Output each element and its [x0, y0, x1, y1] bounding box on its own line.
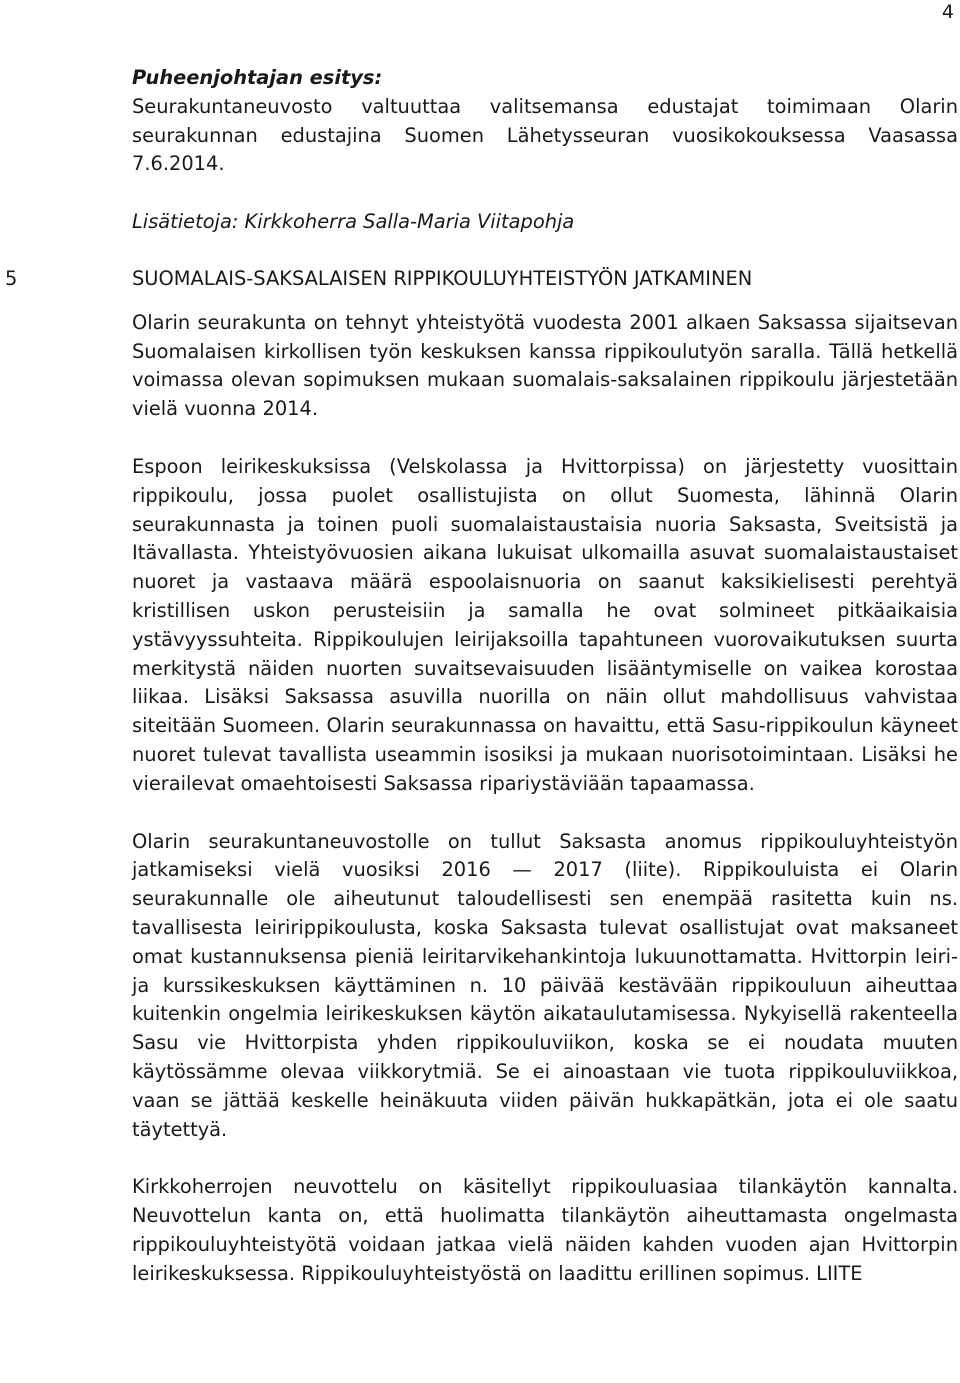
- document-body: [5, 64, 958, 1288]
- proposal-heading: Puheenjohtajan esitys:: [132, 66, 383, 89]
- paragraph-1: Olarin seurakunta on tehnyt yhteistyötä vuodesta 2001 alkaen Saksassa sijaitsevan Suomalaisen kirkollisen työn keskuksen kanssa rippikoulutyön saralla. Tällä hetkellä voimassa olevan sopimuksen mukaan suomalais-saksalainen rippikoulu järjestetään vielä vuonna 2014.: [132, 310, 958, 421]
- section-5: [5, 265, 958, 1289]
- paragraph-2: Espoon leirikeskuksissa (Velskolassa ja Hvittorpissa) on järjestetty vuosittain rippikoulu, jossa puolet osallistujista on ollut Suomesta, lähinnä Olarin seurakunnasta ja toinen puoli suomalaistaustaisia nuoria Saksasta, Sveitsistä ja Itävallasta. Yhteistyövuosien aikana lukuisat ulkomailla asuvat suomalaistaustaiset nuoret ja vastaava määrä espoolaisnuoria on saanut kaksikielisesti perehtyä kristillisen uskon perusteisiin ja samalla he ovat solmineet pitkäaikaisia ystävyyssuhteita. Rippikoulujen leirijaksoilla tapahtuneen vuorovaikutuksen suurta merkitystä näiden nuorten suvaitsevaisuuden lisääntymiselle on vaikea korostaa liikaa. Lisäksi Saksassa asuvilla nuorilla on näin ollut mahdollisuus vahvistaa siteitään Suomeen. Olarin seurakunnassa on havaittu, että Sasu-rippikoulun käyneet nuoret tulevat tavallista useammin isosiksi ja mukaan nuorisotoimintaan. Lisäksi he vierailevat omaehtoisesti Saksassa ripariystäviään tapaamassa.: [132, 454, 958, 795]
- section-number: 5: [5, 266, 18, 290]
- info-line: Lisätietoja: Kirkkoherra Salla-Maria Viitapohja: [132, 210, 575, 234]
- paragraph-4: Kirkkoherrojen neuvottelu on käsitellyt rippikouluasiaa tilankäytön kannalta. Neuvottelun kanta on, että huolimatta tilankäytön aiheuttamasta ongelmasta rippikouluyhteistyötä voidaan jatkaa vielä näiden kahden vuoden ajan Hvittorpin leirikeskuksessa. Rippikouluyhteistyöstä on laadittu erillinen sopimus. LIITE: [132, 1175, 958, 1285]
- page-number: 4: [941, 1, 954, 23]
- paragraph-3: Olarin seurakuntaneuvostolle on tullut Saksasta anomus rippikouluyhteistyön jatkamiseksi vielä vuosiksi 2016 — 2017 (liite). Rippikouluista ei Olarin seurakunnalle ole aiheutunut taloudellisesti sen enempää rasitetta kuin ns. tavallisesta leiririppikoulusta, koska Saksasta tulevat osallistujat ovat maksaneet omat kustannuksensa pieniä leiritarvikehankintoja lukuunottamatta. Hvittorpin leiri- ja kurssikeskuksen käyttäminen n. 10 päivää kestävään rippikouluun aiheuttaa kuitenkin ongelmia leirikeskuksen käytön aikataulutamisessa. Nykyisellä rakenteella Sasu vie Hvittorpista yhden rippikouluviikon, koska se ei noudata muuten käytössämme olevaa viikkorytmiä. Se ei ainoastaan vie tuota rippikouluviikkoa, vaan se jättää keskelle heinäkuuta viiden päivän hukkapätkän, jota ei ole saatu täytettyä.: [132, 829, 958, 1141]
- section-title: SUOMALAIS-SAKSALAISEN RIPPIKOULUYHTEISTYÖN JATKAMINEN: [132, 266, 753, 290]
- proposal-text: Seurakuntaneuvosto valtuuttaa valitsemansa edustajat toimimaan Olarin seurakunnan edustajina Suomen Lähetysseuran vuosikokouksessa Vaasassa 7.6.2014.: [132, 94, 958, 176]
